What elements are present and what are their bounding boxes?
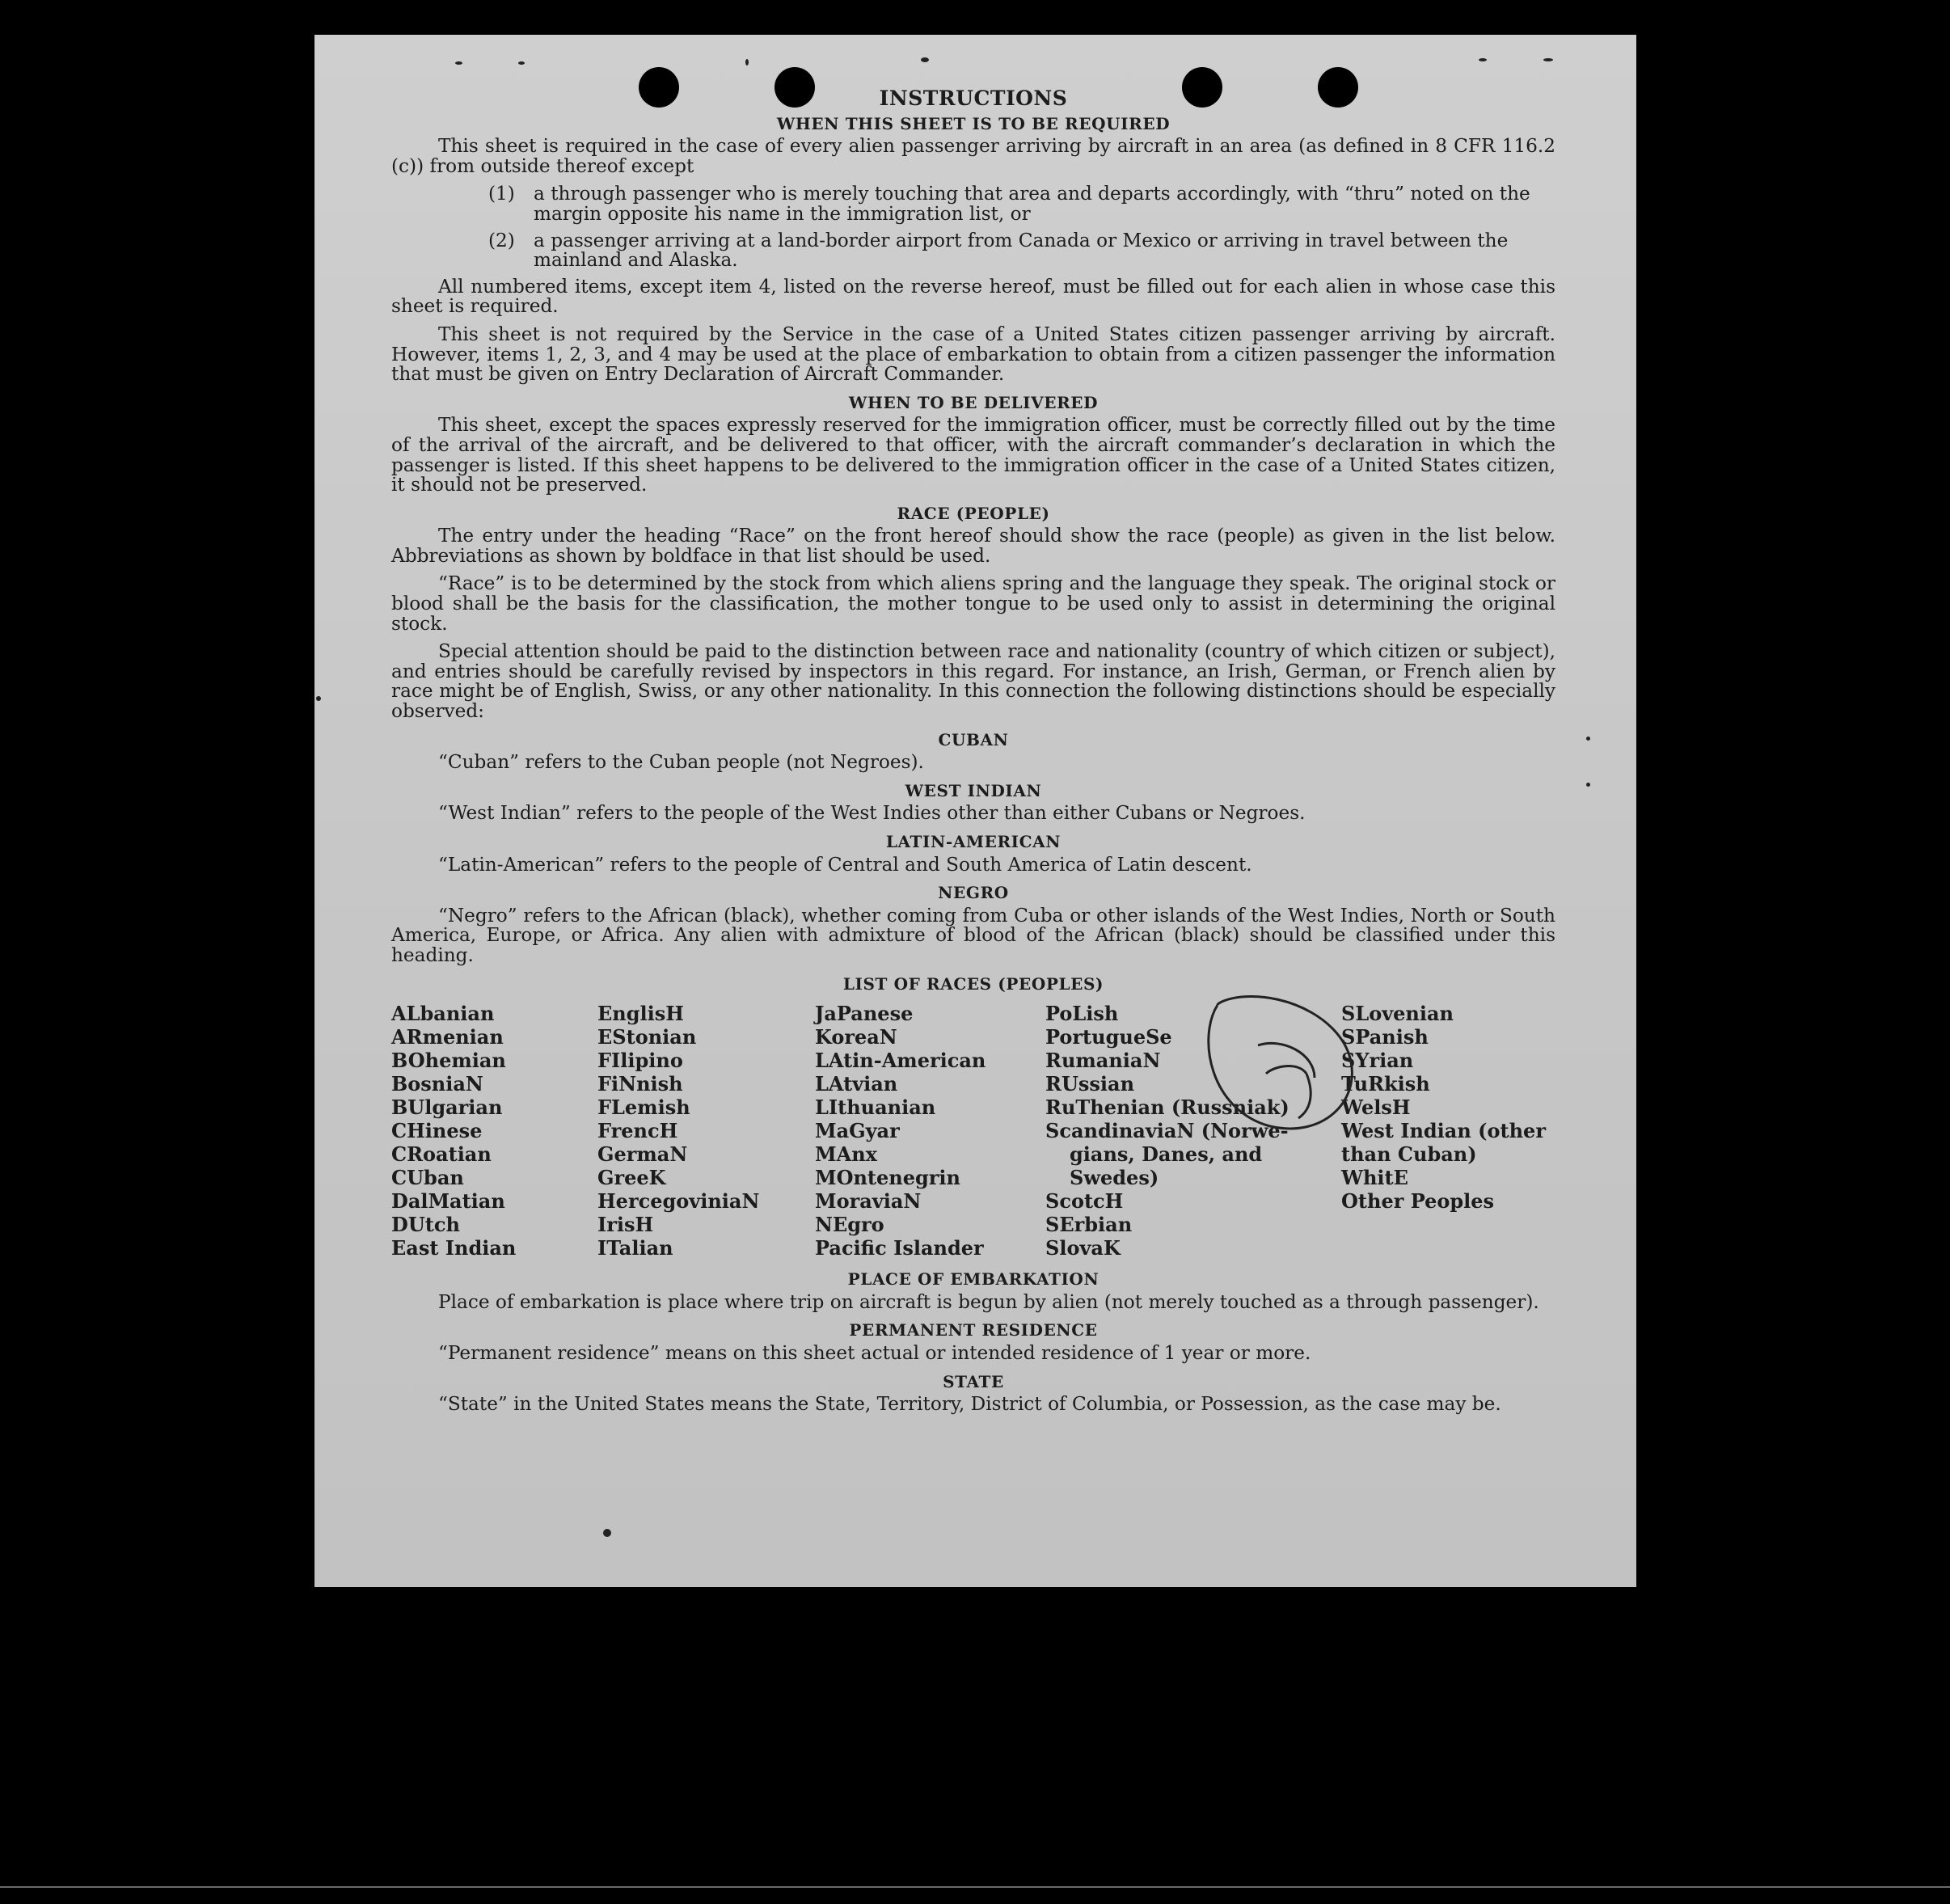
race-column [391, 1002, 597, 1260]
race-entry: LAtin-American [815, 1049, 986, 1073]
race-entry: ScotcH [1045, 1189, 1124, 1214]
race-entry: DUtch [391, 1213, 460, 1237]
heading-when-required: WHEN THIS SHEET IS TO BE REQUIRED [776, 113, 1171, 133]
race-entry: JaPanese [815, 1002, 914, 1026]
item-text: a passenger arriving at a land-border airport from Canada or Mexico or arriving in travel between the mainland and Alaska. [534, 229, 1509, 272]
race-entry: HercegoviniaN [597, 1189, 760, 1214]
race-entry: MOntenegrin [815, 1166, 960, 1190]
race-entry: FLemish [597, 1096, 690, 1120]
race-entry: FrencH [597, 1119, 678, 1143]
paragraph: Special attention should be paid to the distinction between race and nationality (country of which citizen or subject), and entries should be carefully revised by inspectors in this regard. For instance, an Irish, German, or French alien by race might be of English, Swiss, or any other nationality. In this connection the following distinctions should be especially observed: [391, 640, 1555, 723]
race-entry: PoLish [1045, 1002, 1119, 1026]
divider [0, 1886, 1950, 1888]
heading-cuban: CUBAN [938, 729, 1009, 749]
race-entry: than Cuban) [1341, 1142, 1477, 1167]
race-entry: RuThenian (Russniak) [1045, 1096, 1289, 1120]
race-entry: GreeK [597, 1166, 666, 1190]
paragraph: This sheet, except the spaces expressly reserved for the immigration officer, must be correctly filled out by the time of the arrival of the aircraft, and be delivered to that officer, with the aircraft commander’s declaration in which the passenger is listed. If this sheet happens to be delivered to the immigration officer in the case of a United States citizen, it should not be preserved. [391, 414, 1555, 496]
race-entry: ALbanian [391, 1002, 495, 1026]
race-entry: ITalian [597, 1236, 673, 1260]
race-entry: BUlgarian [391, 1096, 503, 1120]
race-entry: FIlipino [597, 1049, 683, 1073]
heading-when-delivered: WHEN TO BE DELIVERED [848, 392, 1099, 412]
race-entry: CUban [391, 1166, 464, 1190]
list-item [391, 231, 1555, 271]
race-entry: ScandinaviaN (Norwe- [1045, 1119, 1289, 1143]
handwritten-circle-mark [1193, 989, 1363, 1142]
race-entry: PortugueSe [1045, 1025, 1172, 1049]
race-entry: RumaniaN [1045, 1049, 1161, 1073]
instructions-content [391, 89, 1555, 1423]
heading-place-of-embarkation: PLACE OF EMBARKATION [847, 1269, 1100, 1290]
race-entry: SErbian [1045, 1213, 1133, 1237]
race-entry: SYrian [1341, 1049, 1414, 1073]
heading-state: STATE [943, 1371, 1004, 1391]
race-entry: EnglisH [597, 1002, 684, 1026]
heading-list-of-races: LIST OF RACES (PEOPLES) [842, 973, 1104, 994]
race-list [391, 1002, 1555, 1260]
race-entry: RUssian [1045, 1072, 1135, 1096]
race-entry: BosniaN [391, 1072, 483, 1096]
paragraph: “State” in the United States means the State, Territory, District of Columbia, or Possession, as the case may be. [438, 1393, 1501, 1416]
race-entry: SPanish [1341, 1025, 1429, 1049]
document-page [314, 35, 1636, 1587]
paragraph: “Latin-American” refers to the people of Central and South America of Latin descent. [438, 853, 1252, 876]
paragraph: “Cuban” refers to the Cuban people (not Negroes). [438, 751, 924, 774]
heading-race: RACE (PEOPLE) [897, 503, 1050, 523]
race-entry: gians, Danes, and [1070, 1142, 1263, 1167]
paragraph: “Negro” refers to the African (black), whether coming from Cuba or other islands of the West Indies, North or South America, Europe, or Africa. Any alien with admixture of blood of the African (black) should be classified under this heading. [391, 904, 1555, 966]
paragraph: This sheet is required in the case of every alien passenger arriving by aircraft in an area (as defined in 8 CFR 116.2 (c)) from outside thereof except [391, 135, 1555, 177]
race-entry: TuRkish [1341, 1072, 1430, 1096]
paragraph: “Permanent residence” means on this sheet actual or intended residence of 1 year or more. [438, 1341, 1311, 1364]
heading-west-indian: WEST INDIAN [905, 780, 1042, 800]
race-entry: WhitE [1341, 1166, 1408, 1190]
race-entry: SlovaK [1045, 1236, 1121, 1260]
race-entry: West Indian (other [1341, 1119, 1546, 1143]
race-entry: FiNnish [597, 1072, 683, 1096]
race-entry: MoraviaN [815, 1189, 922, 1214]
paragraph: All numbered items, except item 4, listed on the reverse hereof, must be filled out for each alien in whose case this sheet is required. [391, 275, 1555, 318]
race-entry: LAtvian [815, 1072, 898, 1096]
item-number: (1) [488, 183, 515, 205]
race-entry: MAnx [815, 1142, 877, 1167]
race-entry: MaGyar [815, 1119, 900, 1143]
race-entry: Swedes) [1070, 1166, 1159, 1190]
race-entry: Pacific Islander [815, 1236, 984, 1260]
race-column [815, 1002, 1045, 1260]
race-entry: CHinese [391, 1119, 483, 1143]
race-entry: CRoatian [391, 1142, 492, 1167]
race-entry: SLovenian [1341, 1002, 1454, 1026]
race-entry: DalMatian [391, 1189, 505, 1214]
heading-negro: NEGRO [938, 883, 1009, 903]
race-entry: East Indian [391, 1236, 517, 1260]
paragraph: “Race” is to be determined by the stock from which aliens spring and the language they speak. The original stock or blood shall be the basis for the classification, the mother tongue to be used only to assist in determining the original stock. [391, 572, 1555, 635]
paragraph: The entry under the heading “Race” on the front hereof should show the race (people) as given in the list below. Abbreviations as shown by boldface in that list should be used. [391, 525, 1555, 567]
paragraph: This sheet is not required by the Service in the case of a United States citizen passenger arriving by aircraft. However, items 1, 2, 3, and 4 may be used at the place of embarkation to obtain from a citizen passenger the information that must be given on Entry Declaration of Aircraft Commander. [391, 323, 1555, 386]
page-title: INSTRUCTIONS [879, 87, 1068, 110]
heading-permanent-residence: PERMANENT RESIDENCE [849, 1320, 1098, 1340]
race-entry: IrisH [597, 1213, 654, 1237]
race-entry: GermaN [597, 1142, 688, 1167]
race-column [597, 1002, 815, 1260]
race-entry: ARmenian [391, 1025, 504, 1049]
race-entry: NEgro [815, 1213, 884, 1237]
race-entry: EStonian [597, 1025, 697, 1049]
race-entry: BOhemian [391, 1049, 506, 1073]
paragraph: Place of embarkation is place where trip on aircraft is begun by alien (not merely touched as a through passenger). [438, 1290, 1539, 1313]
paragraph: “West Indian” refers to the people of the West Indies other than either Cubans or Negroes. [438, 802, 1306, 825]
race-entry: LIthuanian [815, 1096, 936, 1120]
item-number: (2) [488, 229, 515, 251]
race-entry: KoreaN [815, 1025, 897, 1049]
race-entry: Other Peoples [1341, 1189, 1495, 1214]
list-item [391, 184, 1555, 224]
race-column [1341, 1002, 1555, 1260]
heading-latin-american: LATIN-AMERICAN [885, 832, 1062, 851]
item-text: a through passenger who is merely touching that area and departs accordingly, with “thru” noted on the margin opposite his name in the immigration list, or [534, 183, 1530, 225]
race-entry: WelsH [1341, 1096, 1411, 1120]
